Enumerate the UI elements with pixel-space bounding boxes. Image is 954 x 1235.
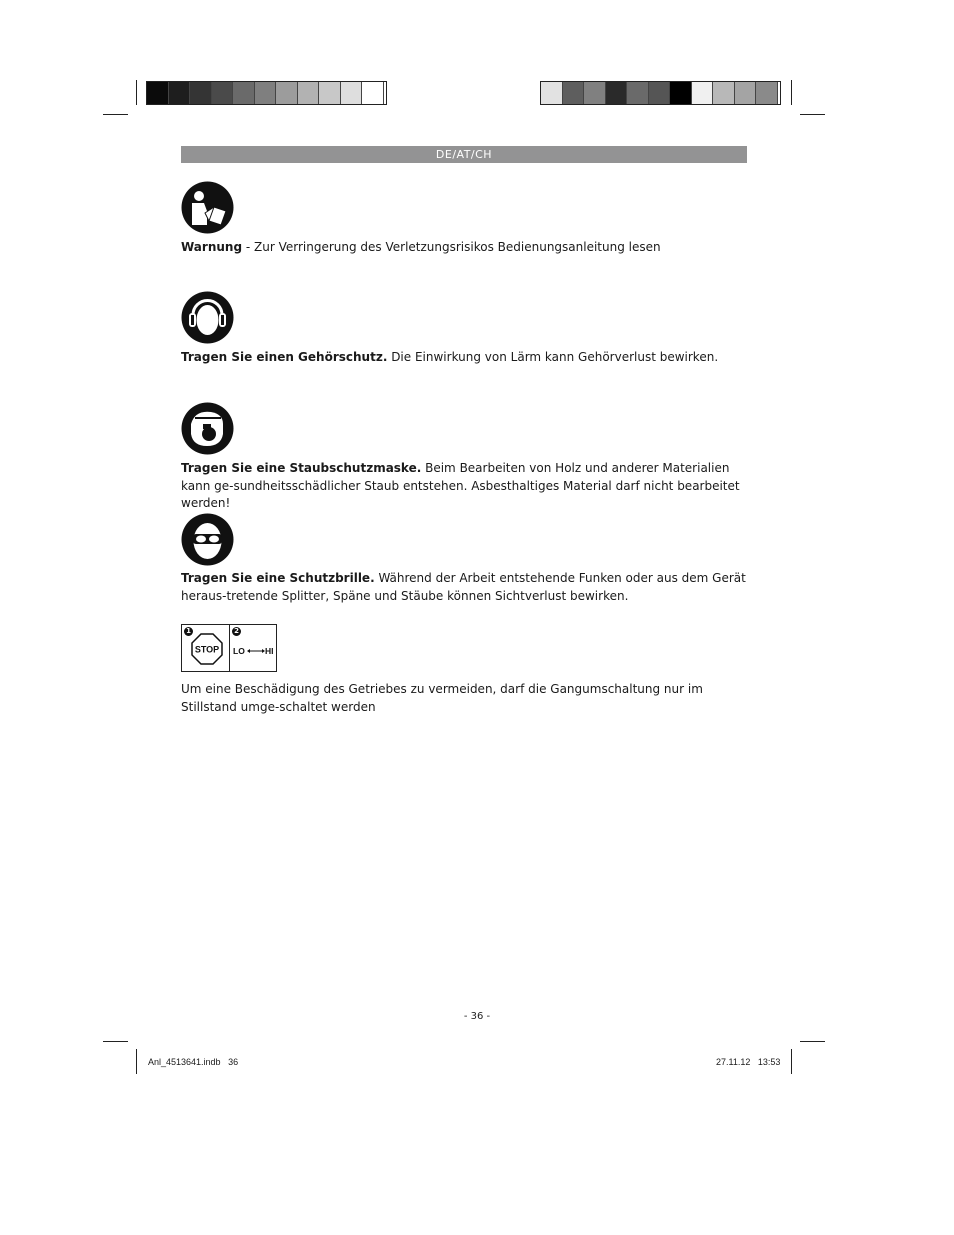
color-swatch bbox=[670, 82, 692, 104]
stop-label: STOP bbox=[194, 644, 220, 655]
language-header: DE/AT/CH bbox=[181, 146, 747, 163]
color-swatch bbox=[212, 82, 234, 104]
color-swatch bbox=[276, 82, 298, 104]
color-swatch bbox=[362, 82, 384, 104]
ear-protection-paragraph bbox=[181, 349, 747, 367]
crop-mark bbox=[800, 114, 825, 115]
lo-hi-switch-icon bbox=[232, 643, 276, 659]
color-swatch bbox=[319, 82, 341, 104]
color-swatch bbox=[563, 82, 585, 104]
step-number-2: 2 bbox=[232, 627, 241, 636]
gear-shift-pictogram bbox=[181, 624, 277, 672]
ear-protection-icon bbox=[181, 291, 234, 344]
color-swatch bbox=[649, 82, 671, 104]
crop-mark bbox=[791, 80, 792, 105]
ear-protection-text: Die Einwirkung von Lärm kann Gehörverlust bewirken. bbox=[387, 350, 719, 364]
goggles-paragraph bbox=[181, 570, 747, 605]
color-swatch bbox=[190, 82, 212, 104]
color-swatch bbox=[298, 82, 320, 104]
stop-cell bbox=[182, 625, 229, 671]
color-bar-left bbox=[146, 81, 387, 105]
color-swatch bbox=[756, 82, 778, 104]
print-datetime: 27.11.12 13:53 bbox=[716, 1057, 781, 1067]
file-info: Anl_4513641.indb 36 bbox=[148, 1057, 239, 1067]
read-manual-icon bbox=[181, 181, 234, 234]
stop-sign-icon bbox=[191, 633, 223, 665]
warning-title: Warnung bbox=[181, 240, 243, 254]
crop-mark bbox=[103, 1041, 128, 1042]
color-swatch bbox=[584, 82, 606, 104]
color-bar-right bbox=[540, 81, 781, 105]
crop-mark bbox=[103, 114, 128, 115]
color-swatch bbox=[541, 82, 563, 104]
color-swatch bbox=[627, 82, 649, 104]
goggles-text: Während der Arbeit entstehende Funken oder aus dem Gerät heraus-tretende Splitter, Späne und Stäube können Sichtverlust bewirken. bbox=[181, 571, 746, 603]
color-swatch bbox=[255, 82, 277, 104]
crop-mark bbox=[800, 1041, 825, 1042]
step-number-1: 1 bbox=[184, 627, 193, 636]
lo-hi-cell bbox=[229, 625, 276, 671]
color-swatch bbox=[713, 82, 735, 104]
warning-paragraph bbox=[181, 239, 747, 257]
hi-label: HI bbox=[265, 646, 274, 656]
ear-protection-title: Tragen Sie einen Gehörschutz. bbox=[181, 350, 388, 364]
crop-mark bbox=[136, 80, 137, 105]
color-swatch bbox=[606, 82, 628, 104]
page-number: - 36 - bbox=[463, 1011, 491, 1022]
color-swatch bbox=[147, 82, 169, 104]
goggles-title: Tragen Sie eine Schutzbrille. bbox=[181, 571, 375, 585]
color-swatch bbox=[735, 82, 757, 104]
gear-notice-paragraph: Um eine Beschädigung des Getriebes zu vermeiden, darf die Gangumschaltung nur im Stillstand umge-schaltet werden bbox=[181, 682, 703, 714]
color-swatch bbox=[169, 82, 191, 104]
lo-label: LO bbox=[233, 646, 245, 656]
warning-text: - Zur Verringerung des Verletzungsrisikos Bedienungsanleitung lesen bbox=[242, 240, 661, 254]
color-swatch bbox=[692, 82, 714, 104]
color-swatch bbox=[233, 82, 255, 104]
crop-mark bbox=[136, 1049, 137, 1074]
color-swatch bbox=[341, 82, 363, 104]
dust-mask-text: Beim Bearbeiten von Holz und anderer Materialien kann ge-sundheitsschädlicher Staub entstehen. Asbesthaltiges Material darf nicht bearbeitet werden! bbox=[181, 461, 740, 510]
safety-goggles-icon bbox=[181, 513, 234, 566]
dust-mask-icon bbox=[181, 402, 234, 455]
dust-mask-title: Tragen Sie eine Staubschutzmaske. bbox=[181, 461, 422, 475]
crop-mark bbox=[791, 1049, 792, 1074]
dust-mask-paragraph bbox=[181, 460, 747, 513]
